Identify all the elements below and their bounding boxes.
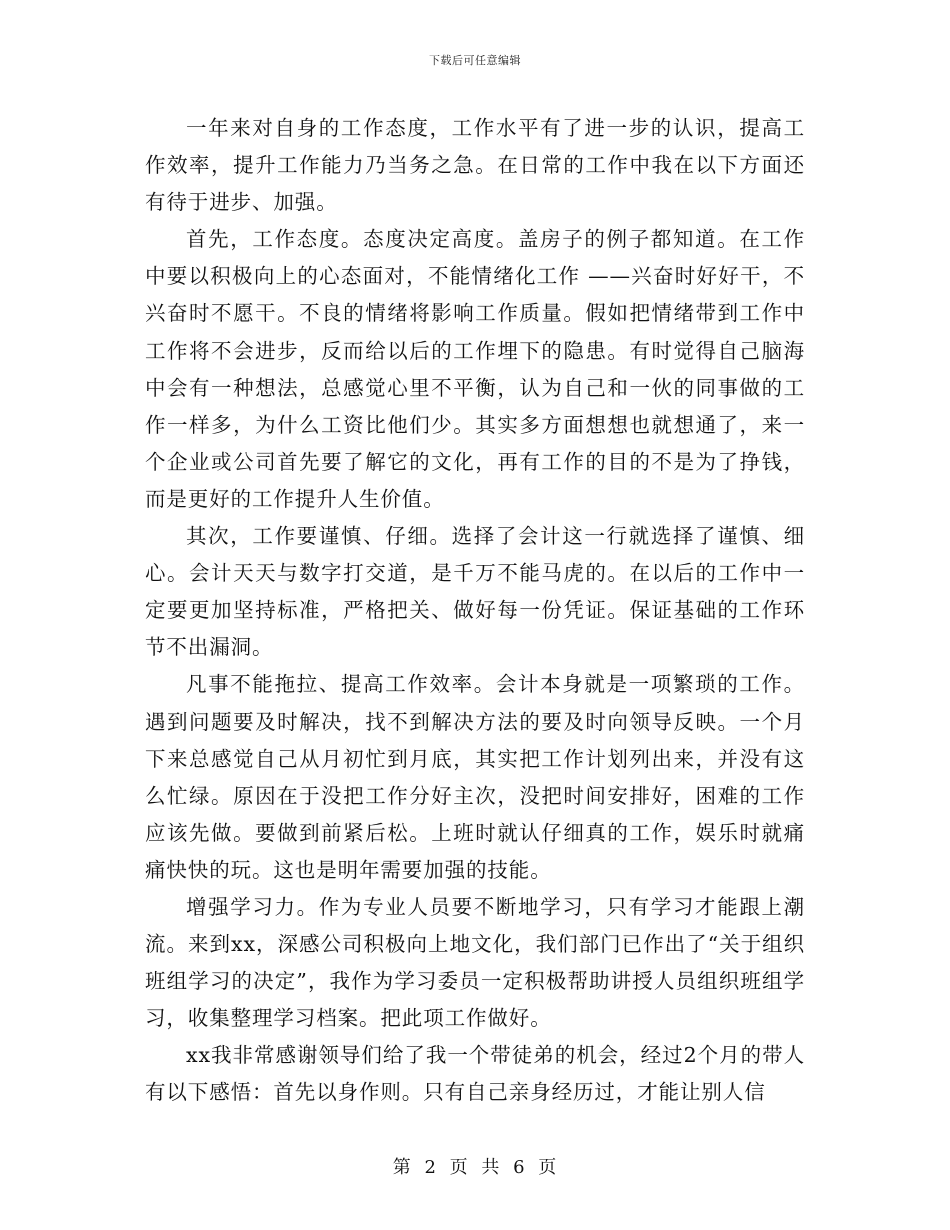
- paragraph-careful-work: 其次，工作要谨慎、仔细。选择了会计这一行就选择了谨慎、细心。会计天天与数字打交道，是千万不能马虎的。在以后的工作中一定要更加坚持标准，严格把关、做好每一份凭证。保证基础的工作环节不出漏洞。: [145, 524, 805, 660]
- page-header-note: 下载后可任意编辑: [429, 54, 521, 67]
- paragraph-learning: 增强学习力。作为专业人员要不断地学习，只有学习才能跟上潮流。来到xx，深感公司积极向上地文化，我们部门已作出了“关于组织班组学习的决定”，我作为学习委员一定积极帮助讲授人员组织班组学习，收集整理学习档案。把此项工作做好。: [145, 894, 805, 1031]
- paragraph-work-attitude: 首先，工作态度。态度决定高度。盖房子的例子都知道。在工作中要以积极向上的心态面对，不能情绪化工作 ——兴奋时好好干，不兴奋时不愿干。不良的情绪将影响工作质量。假如把情绪带到工作中工作将不会进步，反而给以后的工作埋下的隐患。有时觉得自己脑海中会有一种想法，总感觉心里不平衡，认为自己和一伙的同事做的工作一样多，为什么工资比他们少。其实多方面想想也就想通了，来一个企业或公司首先要了解它的文化，再有工作的目的不是为了挣钱，而是更好的工作提升人生价值。: [145, 227, 805, 511]
- page-number-footer: 第 2 页 共 6 页: [392, 1157, 558, 1178]
- document-body: [145, 110, 805, 1112]
- paragraph-intro: 一年来对自身的工作态度，工作水平有了进一步的认识，提高工作效率，提升工作能力乃当务之急。在日常的工作中我在以下方面还有待于进步、加强。: [145, 116, 805, 215]
- paragraph-efficiency: 凡事不能拖拉、提高工作效率。会计本身就是一项繁琐的工作。遇到问题要及时解决，找不到解决方法的要及时向领导反映。一个月下来总感觉自己从月初忙到月底，其实把工作计划列出来，并没有这么忙绿。原因在于没把工作分好主次，没把时间安排好，困难的工作应该先做。要做到前紧后松。上班时就认仔细真的工作，娱乐时就痛痛快快的玩。这也是明年需要加强的技能。: [145, 672, 805, 882]
- paragraph-mentoring: xx我非常感谢领导们给了我一个带徒弟的机会，经过2个月的带人有以下感悟：首先以身作则。只有自己亲身经历过，才能让别人信: [145, 1043, 805, 1105]
